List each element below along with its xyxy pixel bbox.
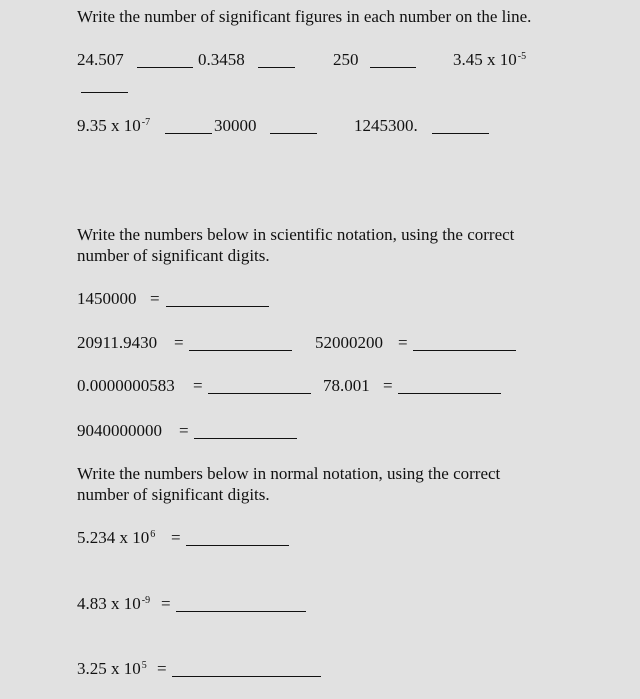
sigfig-number-base: 3.45 x 10 <box>453 50 517 69</box>
sigfig-item-4 <box>453 50 526 70</box>
normal-exponent: 6 <box>150 529 156 540</box>
equals-sign: = <box>174 333 184 352</box>
normal-exponent: 5 <box>141 660 147 671</box>
equals-sign: = <box>179 421 189 440</box>
equals-sign: = <box>161 594 171 613</box>
answer-blank[interactable] <box>370 53 416 68</box>
sigfig-exponent: -7 <box>141 117 151 128</box>
sci-number: 0.0000000583 <box>77 376 175 395</box>
answer-blank[interactable] <box>166 292 269 307</box>
answer-blank[interactable] <box>432 119 489 134</box>
sci-item-2 <box>77 333 157 353</box>
equals-sign: = <box>383 376 393 395</box>
sci-item-4 <box>77 376 175 396</box>
answer-blank[interactable] <box>398 379 501 394</box>
section3-instruction-line2: number of significant digits. <box>77 485 270 504</box>
sci-number: 78.001 <box>323 376 370 395</box>
sci-number: 1450000 <box>77 289 137 308</box>
normal-number-base: 3.25 x 10 <box>77 659 141 678</box>
answer-blank[interactable] <box>258 53 295 68</box>
sigfig-number: 30000 <box>214 116 257 135</box>
answer-blank[interactable] <box>81 78 128 93</box>
answer-blank[interactable] <box>194 424 297 439</box>
normal-item-2 <box>77 594 150 614</box>
normal-item-1 <box>77 528 155 548</box>
answer-blank[interactable] <box>172 662 321 677</box>
sci-item-5 <box>323 376 370 396</box>
sci-number: 52000200 <box>315 333 383 352</box>
sigfig-number: 250 <box>333 50 359 69</box>
section2-instruction-line2: number of significant digits. <box>77 246 270 265</box>
sigfig-number: 1245300. <box>354 116 418 135</box>
sigfig-number-base: 9.35 x 10 <box>77 116 141 135</box>
sigfig-number: 0.3458 <box>198 50 245 69</box>
normal-number-base: 4.83 x 10 <box>77 594 141 613</box>
normal-item-3 <box>77 659 147 679</box>
answer-blank[interactable] <box>186 531 289 546</box>
sigfig-number: 24.507 <box>77 50 124 69</box>
normal-exponent: -9 <box>141 595 151 606</box>
answer-blank[interactable] <box>270 119 317 134</box>
sigfig-item-7 <box>354 116 418 136</box>
sigfig-item-1 <box>77 50 124 70</box>
sigfig-item-3 <box>333 50 359 70</box>
sci-number: 20911.9430 <box>77 333 158 352</box>
sci-item-6 <box>77 421 162 441</box>
sigfig-item-6 <box>214 116 257 136</box>
sigfig-item-5 <box>77 116 150 136</box>
sigfig-item-2 <box>198 50 245 70</box>
section1-instruction: Write the number of significant figures in each number on the line. <box>77 7 532 26</box>
equals-sign: = <box>150 289 160 308</box>
section2-instruction <box>77 224 514 266</box>
section3-instruction <box>77 463 500 505</box>
section2-instruction-line1: Write the numbers below in scientific notation, using the correct <box>77 225 515 244</box>
sigfig-exponent: -5 <box>517 51 527 62</box>
equals-sign: = <box>157 659 167 678</box>
sci-number: 9040000000 <box>77 421 162 440</box>
sci-item-3 <box>315 333 383 353</box>
answer-blank[interactable] <box>208 379 311 394</box>
answer-blank[interactable] <box>176 597 306 612</box>
answer-blank[interactable] <box>413 336 516 351</box>
equals-sign: = <box>193 376 203 395</box>
answer-blank[interactable] <box>189 336 292 351</box>
equals-sign: = <box>398 333 408 352</box>
section3-instruction-line1: Write the numbers below in normal notation, using the correct <box>77 464 501 483</box>
equals-sign: = <box>171 528 181 547</box>
normal-number-base: 5.234 x 10 <box>77 528 150 547</box>
sci-item-1 <box>77 289 137 309</box>
answer-blank[interactable] <box>165 119 212 134</box>
answer-blank[interactable] <box>137 53 193 68</box>
